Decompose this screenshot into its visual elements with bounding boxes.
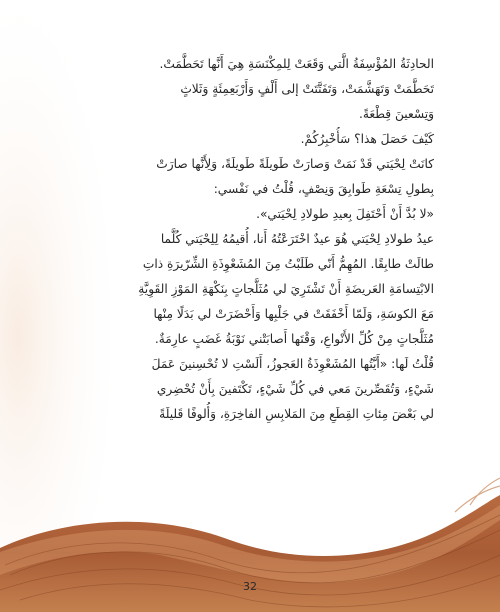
text-line: قُلْتُ لَها: «أَيَّتُها المُشَعْوِذَةُ العَجوزُ، أَلَسْتِ لا تُحْسِنينَ عَمَلَ: [151, 357, 434, 371]
text-line: الحادِثَةُ المُؤْسِفَةُ الَّتي وَقَعَتْ لِلمِكْنَسَةِ هِيَ أَنَّها تَحَطَّمَتْ.: [159, 57, 434, 71]
text-line: مَعَ الكوسَةِ، وَلَمّا أَخْفَقَتْ في جَلْبِها وَأَحْضَرَتْ لي بَدَلًا مِنْها: [153, 307, 434, 321]
text-line: كَيْفَ حَصَلَ هذا؟ سَأُخْبِرُكُمْ.: [300, 132, 434, 146]
text-line: «لا بُدَّ أَنْ أَحْتَفِلَ بِعيدِ طولادِ لِحْيَتي».: [256, 207, 434, 221]
text-line: بِطولِ تِسْعَةِ طَوابِقَ وَنِصْفٍ، قُلْتُ في نَفْسي:: [213, 182, 434, 196]
text-line: الابْتِسامَةِ العَريضَةِ أَنْ تَشْتَرِيَ لي مُثَلَّجاتٍ بِنَكْهَةِ المَوْزِ القَوِيَّةِ: [138, 282, 434, 296]
text-line: طالَتْ طابِقًا. المُهِمُّ أَنّي طَلَبْتُ مِنَ المُشَعْوِذَةِ الشِّرّيرَةِ ذاتِ: [142, 257, 434, 271]
text-line: عيدُ طولادِ لِحْيَتي هُوَ عيدٌ اخْتَرَعْتُهُ أَنا، أُقيمُهُ لِلِحْيَتي كُلَّما: [160, 232, 434, 246]
story-text: [72, 52, 434, 427]
text-line: كانَتْ لِحْيَتي قَدْ نَمَتْ وَصارَتْ طَويلَةً طَويلَةً، وَلِأَنَّها صارَتْ: [156, 157, 434, 171]
page-number: 32: [243, 580, 257, 593]
text-line: تَحَطَّمَتْ وَتَهَشَّمَتْ، وَتَفَتَّتَتْ إلى أَلْفٍ وَأَرْبَعِمِئَةٍ وَثَلاثٍ: [180, 82, 434, 96]
text-line: وَتِسْعينَ قِطْعَةً.: [359, 107, 434, 121]
text-line: شَيْءٍ، وَتُقَصِّرينَ مَعي في كُلِّ شَيْءٍ، تَكْتَفينَ بِأَنْ تُحْضِري: [156, 382, 434, 396]
text-line: لي بَعْضَ مِئاتِ القِطَعِ مِنَ المَلابِسِ الفاخِرَةِ، وَأُلوفًا قَليلَةً: [159, 407, 434, 421]
text-line: مُثَلَّجاتٍ مِنْ كُلِّ الأَنْواعِ، وَقْتَها أَصابَتْني نَوْبَةُ غَضَبٍ عارِمَةٌ.: [154, 332, 434, 346]
